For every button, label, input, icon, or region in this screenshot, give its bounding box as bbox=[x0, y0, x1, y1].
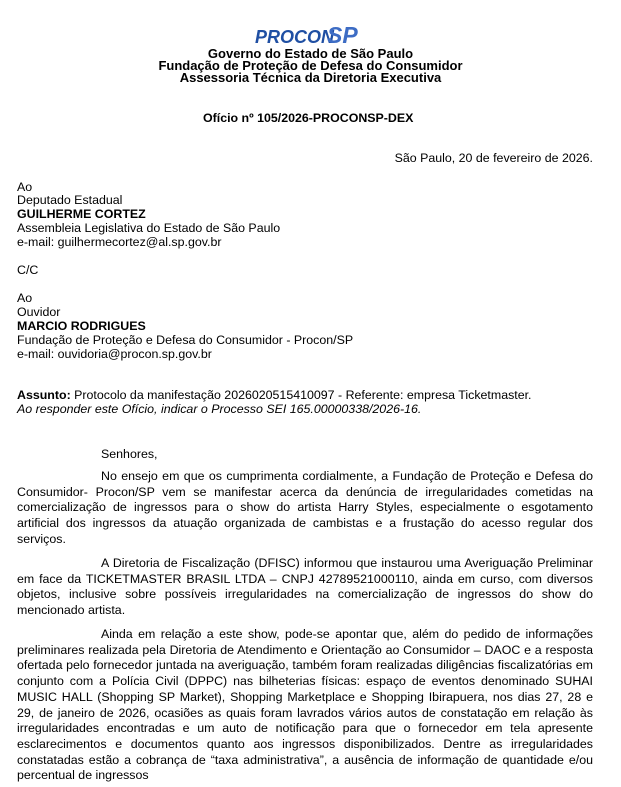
recipient2-email: e-mail: ouvidoria@procon.sp.gov.br bbox=[17, 347, 212, 361]
paragraph-2-text: A Diretoria de Fiscalização (DFISC) informou que instaurou uma Averiguação Preliminar em face da TICKETMASTER BRASIL LTDA – CNPJ 42789521000110, ainda em curso, com diversos objetos, inclusive sobre possíveis irregularidades na comercialização de ingressos do show do mencionado artista. bbox=[17, 556, 593, 618]
procon-sp-logo bbox=[255, 22, 359, 46]
subject-text: Protocolo da manifestação 2026020515410097 - Referente: empresa Ticketmaster. bbox=[70, 388, 532, 402]
subject-label: Assunto: bbox=[17, 388, 71, 402]
header-foundation: Fundação de Proteção de Defesa do Consumidor bbox=[158, 58, 463, 73]
subject-line bbox=[17, 388, 532, 403]
recipient1-org: Assembleia Legislativa do Estado de São Paulo bbox=[17, 221, 281, 235]
logo-sp-text: SP bbox=[327, 22, 358, 46]
recipient2-title: Ouvidor bbox=[17, 305, 61, 319]
body-paragraph-3 bbox=[17, 627, 593, 784]
recipient1-title: Deputado Estadual bbox=[17, 193, 123, 207]
recipient1-to: Ao bbox=[17, 180, 33, 194]
header-department: Assessoria Técnica da Diretoria Executiva bbox=[179, 70, 442, 85]
body-paragraph-2 bbox=[17, 556, 593, 619]
recipient2-name: MARCIO RODRIGUES bbox=[17, 319, 146, 333]
subject-note: Ao responder este Ofício, indicar o Processo SEI 165.00000338/2026-16. bbox=[17, 402, 422, 416]
greeting: Senhores, bbox=[101, 447, 158, 461]
paragraph-1-text: No ensejo em que os cumprimenta cordialmente, a Fundação de Proteção e Defesa do Consumidor- Procon/SP vem se manifestar acerca da denúncia de irregularidades cometidas na comercialização de ingressos para o show do artista Harry Styles, especialmente o esgotamento artificial dos ingressos da atuação organizada de cambistas e a frustação do acesso regular dos serviços. bbox=[17, 469, 593, 546]
document-date: São Paulo, 20 de fevereiro de 2026. bbox=[394, 151, 593, 165]
recipient1-name: GUILHERME CORTEZ bbox=[17, 207, 146, 221]
logo-procon-text: PROCON bbox=[255, 27, 335, 46]
header-government: Governo do Estado de São Paulo bbox=[207, 46, 414, 61]
recipient2-to: Ao bbox=[17, 291, 33, 305]
paragraph-3-text: Ainda em relação a este show, pode-se apontar que, além do pedido de informações preliminares realizada pela Diretoria de Atendimento e Orientação ao Consumidor – DAOC e a resposta ofertada pelo fornecedor juntada na averiguação, também foram realizadas diligências fiscalizatórias em conjunto com a Polícia Civil (DPPC) nas bilheterias físicas: espaço de eventos denominado SUHAI MUSIC HALL (Shopping SP Market), Shopping Marketplace e Shopping Ibirapuera, nos dias 27, 28 e 29, de janeiro de 2026, ocasiões as quais foram lavrados vários autos de constatação em relação às irregularidades encontradas e um auto de notificação para que o fornecedor em tela apresente esclarecimentos e documentos quanto aos ingressos disponibilizados. Dentre as irregularidades constatadas estão a cobrança de “taxa administrativa”, a ausência de informação de quantidade e/ou percentual de ingressos bbox=[17, 627, 593, 783]
body-paragraph-1 bbox=[17, 469, 593, 548]
recipient2-org: Fundação de Proteção e Defesa do Consumidor - Procon/SP bbox=[17, 333, 354, 347]
oficio-number: Ofício nº 105/2026-PROCONSP-DEX bbox=[203, 111, 414, 125]
cc-label: C/C bbox=[17, 263, 39, 277]
recipient1-email: e-mail: guilhermecortez@al.sp.gov.br bbox=[17, 235, 222, 249]
